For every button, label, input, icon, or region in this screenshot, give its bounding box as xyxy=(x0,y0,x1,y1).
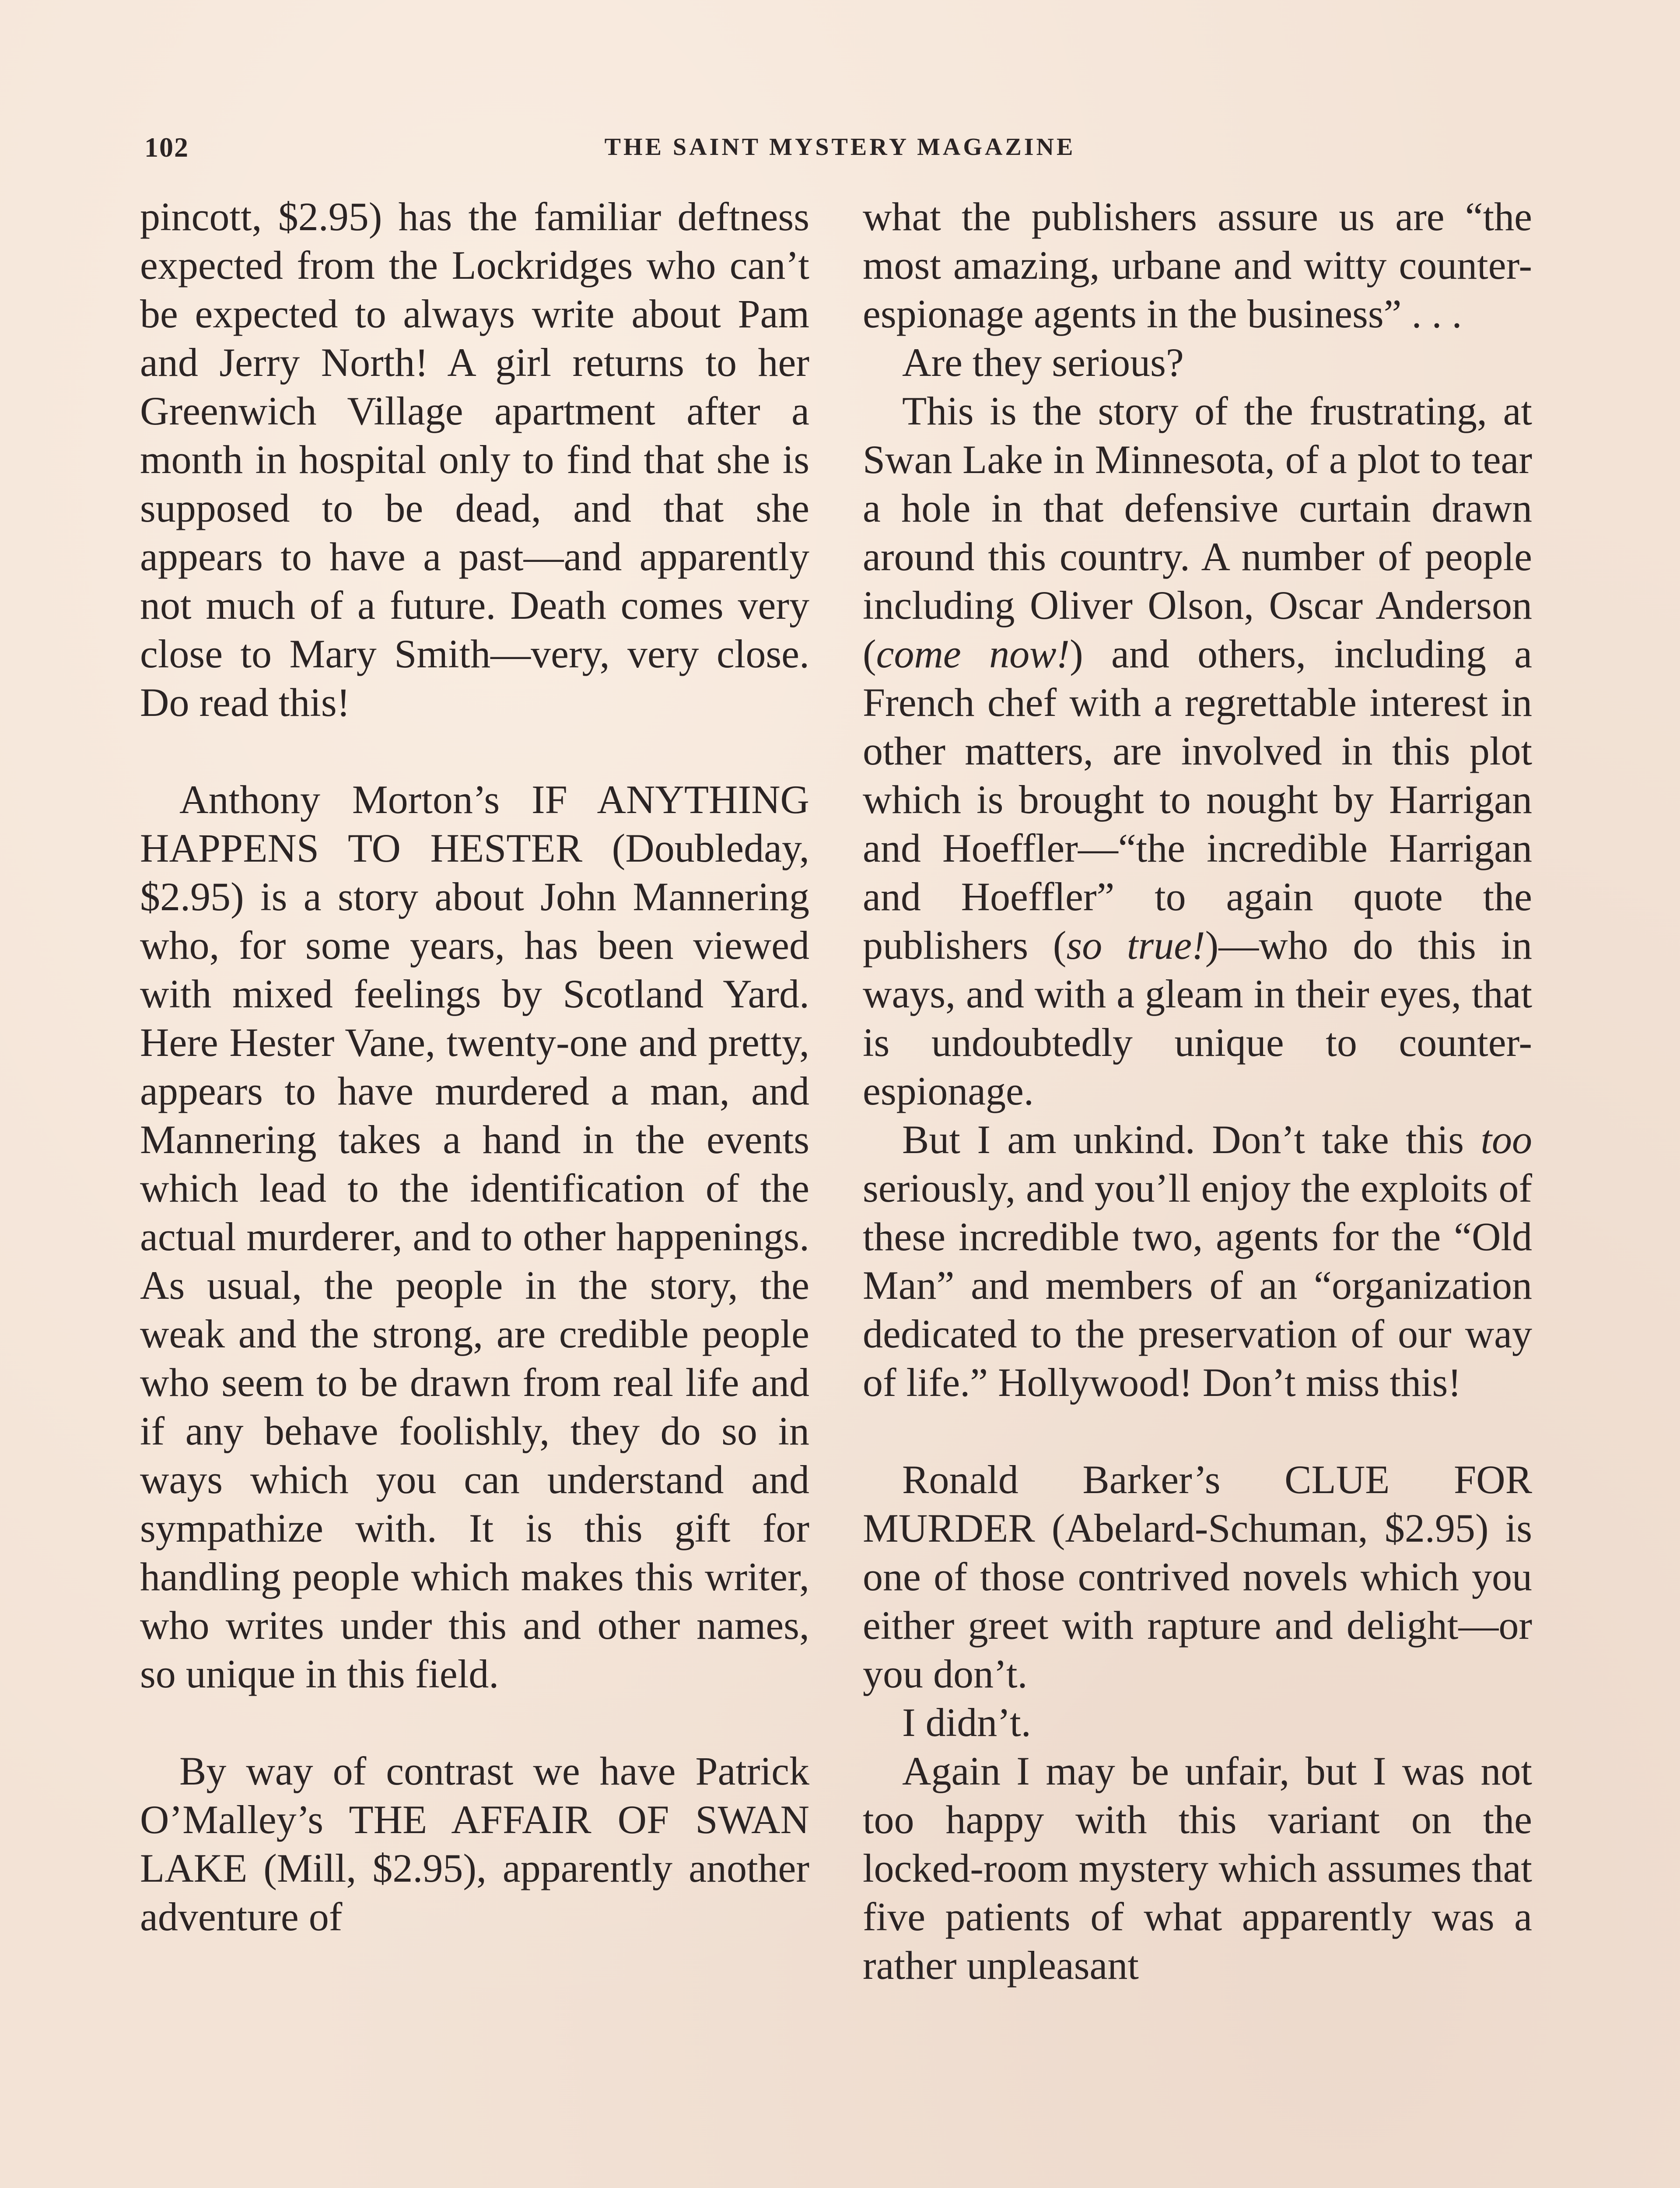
review-paragraph-publishers: what the publishers assure us are “the most amazing, urbane and witty counter-espionage agents in the business” . . . xyxy=(863,194,1532,336)
review-paragraph-lockridge: pincott, $2.95) has the familiar deftness expected from the Lockridges who can’t be expected to always write about Pam and Jerry North! A girl returns to her Greenwich Village apartment after a month in hospital only to find that she is supposed to be dead, and that she appears to have a past—and apparently not much of a future. Death comes very close to Mary Smith—very, very close. Do read this! xyxy=(140,194,809,725)
review-paragraph-swan-lake-story xyxy=(863,387,1532,1115)
review-paragraph-locked-room: Again I may be unfair, but I was not too happy with this variant on the locked-room mystery which assumes that five patients of what apparently was a rather unpleasant xyxy=(863,1749,1532,1988)
review-paragraph-unkind xyxy=(863,1115,1532,1407)
review-paragraph-morton: Anthony Morton’s IF ANYTHING HAPPENS TO HESTER (Doubleday, $2.95) is a story about John Mannering who, for some years, has been viewed with mixed feelings by Scotland Yard. Here Hester Vane, twenty-one and pretty, appears to have murdered a man, and Mannering takes a hand in the events which lead to the identification of the actual murderer, and to other happenings. As usual, the people in the story, the weak and the strong, are credible people who seem to be drawn from real life and if any behave foolishly, they do so in ways which you can understand and sympathize with. It is this gift for handling people which makes this writer, who writes under this and other names, so unique in this field. xyxy=(140,777,809,1696)
emphasis-too: too xyxy=(1480,1117,1532,1162)
review-paragraph-omalley: By way of contrast we have Patrick O’Malley’s THE AFFAIR OF SWAN LAKE (Mill, $2.95), apparently another adventure of xyxy=(140,1749,809,1939)
left-column xyxy=(140,193,809,1941)
page-number: 102 xyxy=(144,132,189,163)
page-header xyxy=(144,131,1536,171)
review-paragraph-serious: Are they serious? xyxy=(902,340,1184,385)
running-title: THE SAINT MYSTERY MAGAZINE xyxy=(604,133,1076,161)
text-run: But I am unkind. Don’t take this xyxy=(902,1117,1481,1162)
text-run: ) and others, including a French chef with a regrettable interest in other matters, are involved in this plot which is brought to nought by Harrigan and Hoeffler—“the incredible Harrigan and Hoeffler” to again quote the publishers ( xyxy=(863,631,1533,968)
text-run: seriously, and you’ll enjoy the exploits of these incredible two, agents for the “Old Man” and members of an “organization dedicated to the preservation of our way of life.” Hollywood! Don’t miss this! xyxy=(863,1166,1532,1405)
right-column xyxy=(863,193,1532,1990)
text-run: This is the story of the frustrating, at Swan Lake in Minnesota, of a plot to tear a hole in that defensive curtain drawn around this country. A number of people including Oliver Olson, Oscar Anderson ( xyxy=(863,389,1532,676)
emphasis-come-now: come now! xyxy=(876,631,1070,676)
emphasis-so-true: so true! xyxy=(1066,923,1205,968)
review-paragraph-barker: Ronald Barker’s CLUE FOR MURDER (Abelard-Schuman, $2.95) is one of those contrived novels which you either greet with rapture and delight—or you don’t. xyxy=(863,1457,1532,1696)
text-run: )—who do this in ways, and with a gleam in their eyes, that is undoubtedly unique to counter-espionage. xyxy=(863,923,1533,1113)
review-paragraph-didnt: I didn’t. xyxy=(902,1700,1031,1745)
